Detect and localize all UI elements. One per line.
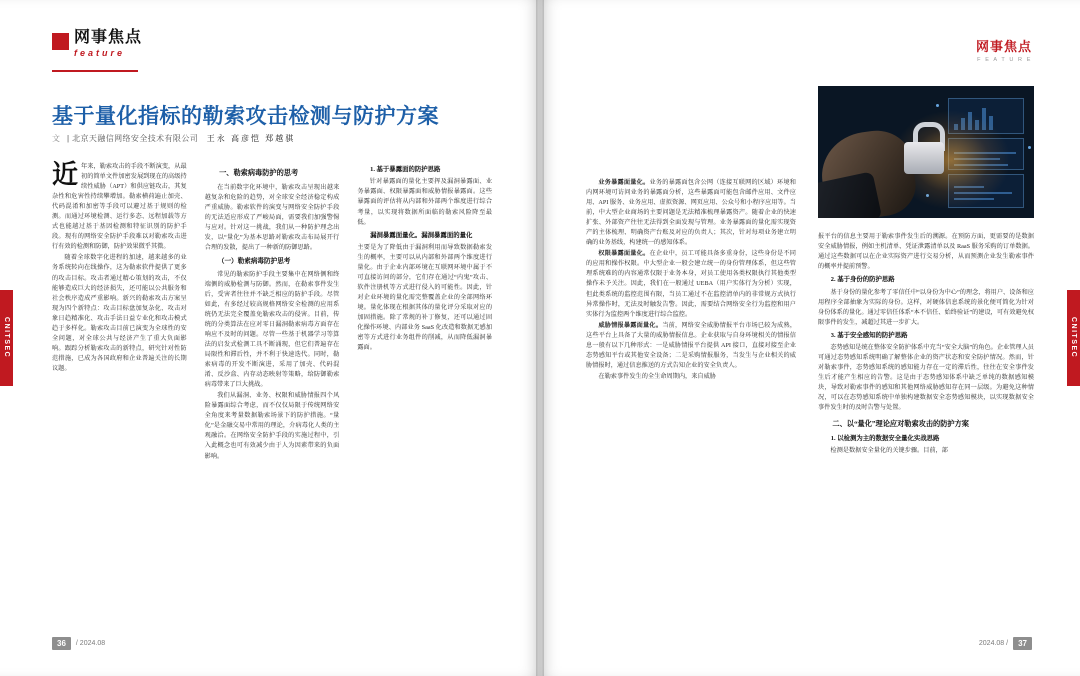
side-tab-left: CNITSEC (0, 290, 13, 386)
masthead-right-title-cn: 网事焦点 (975, 39, 1032, 54)
subsection-heading: 2. 基于身份的防护思路 (830, 276, 895, 284)
inline-heading: 威胁情报暴露面量化。 (598, 321, 663, 329)
paragraph-text: 在企业中，员工可能具备多重身份，这些身份是不同的应用和操作权限。中大型企业一般会建立统一的身份管理体系，但这些管理系统难的的内容通常仅限于业务本身，对员工使用各类权限执行其他类型操作未予关注。因此，我们在一般通过 UEBA（用户实体行为分析）实现，但此类系统的监控范围有限，当员工通过不在监控清单内的非常规方式执行异常操作时，无法及时触发告警。因此，需要结合网络安全行为监控和用户实体行为监控两个维度进行综合监控。 (586, 250, 796, 318)
paragraph (586, 249, 796, 319)
subsection-heading: （一）勒索病毒防护思考 (217, 257, 291, 265)
paragraph: 主要是为了降低由于漏洞利用而导致数据勒索发生的概率，主要可以从内部和外部两个维度进行量化。由于企业内部环境在互联网环境中属于不可直接访问的部分，它们存在通过“内鬼”攻击、软件注册机等方式进行侵入的可能性。因此，针对企业环境的量化需完整覆盖企业的全部网络环境。量化体现在根据其体的量化评分采取对应的加固措施。除了常规的补丁修复，还可以通过固化操作环境、内部业务 SaaS 化改造和数据无感加密等方式进行业务组件的削减，从而降低漏洞暴露面。 (357, 243, 493, 352)
subsection-heading: 1. 基于暴露面的防护思路 (370, 166, 441, 173)
footer-left (52, 637, 105, 650)
paragraph: 针对暴露面的量化主要挥及漏洞暴露面、业务暴露面、权限暴露面和威胁情报暴露面。这些暴露面的评估将从内部和外部两个维度进行综合考量，以实现将数据所面临的勒索风险降至最低。 (357, 178, 493, 226)
left-column-1 (52, 162, 187, 602)
byline-lead: 文 (52, 134, 61, 143)
paragraph-text: 业务的暴露面包含公网（连接互联网的区域）环境和内网环境可访问业务的暴露面分析，这些暴露面可能包含邮件应用、文件应用、API 服务、业务应用、虚拟资源、网页应用、公众号和小程序应用等。当前，中大型企业商场的主要问题是无法精准梳理暴露资产。随着企业的快速扩张、外部资产往往无法得到全面发现与管理。业务暴露面的量化需实现资产的主体梳理、明确资产台账及对应的负责人；其次，针对每项业务建立明确的业务基线，构建统一的感知体系。 (586, 179, 796, 247)
subsection-heading: 3. 基于安全感知的防护思路 (830, 331, 908, 339)
paragraph (586, 321, 796, 371)
footer-right (979, 637, 1032, 650)
page-number: 37 (1013, 637, 1032, 650)
left-column-3 (357, 162, 492, 602)
paragraph: 检测是数据安全量化的关键步骤。目前，部 (830, 447, 948, 455)
page-number: 36 (52, 637, 71, 650)
subsection-heading: 漏洞暴露面量化。漏洞暴露面的量化 (370, 231, 473, 239)
byline-org: | 北京天融信网络安全技术有限公司 (67, 134, 199, 143)
masthead-title-cn: 网事焦点 (74, 29, 143, 46)
masthead-title-en: feature (74, 48, 126, 58)
masthead-right (976, 36, 1032, 63)
paragraph: 在当前数字化环境中，勒索攻击呈现出越来越复杂和危险的趋势，对全球安全经济稳定构成严重威胁。勒索软件的演变与网络安全防护手段的无法适应形成了严峻局面，需要我们加强警惕与应对。针对这一挑战，我们从一种防护理念出发，以“量化”为基本思路对勒索攻击布局展开行合理的发散，提出了一种新的防御思路。 (204, 183, 340, 251)
right-column-2 (818, 232, 1034, 457)
right-page-column-1-wrap (586, 178, 796, 608)
issue-date: / 2024.08 (75, 640, 106, 647)
masthead-rule (52, 70, 138, 72)
paragraph: 我们从漏洞、业务、权限和威胁情报四个风险暴露面综合考虑，而不仅仅局限于传统网络安全角度来考量数据勒索场景下的防护措施。“量化”是金融交易中常用的理论，介病毒化人类的主观融洽。在网络安全防护手段的实施过程中，引入此概念也可有效减少由于人为因素带来的负面影响。 (204, 392, 340, 460)
left-column-2 (205, 162, 340, 602)
paragraph-text: 当前，网络安全威胁情报平台市场已较为成熟，这些平台上具备了大量的威胁情报信息。企业获取与自身环境相关的情报信息一般有以下几种形式：一是威胁情报平台提供 API 接口，直接对接至企业态势感知平台或其他安全设备；二是采购情报服务，当发生与企业相关的威胁情报时，通过信息推送的方式告知企业的安全负责人。 (586, 321, 797, 369)
inline-heading: 业务暴露面量化。 (598, 179, 650, 186)
inline-heading: 权限暴露面量化。 (598, 250, 650, 258)
article-title: 基于量化指标的勒索攻击检测与防护方案 (52, 104, 439, 128)
masthead-square-icon (52, 33, 69, 50)
right-column-1 (586, 178, 796, 608)
paragraph: 基于身份的量化参考了零信任中“以身份为中心”的理念，将用户、设备和应用程序全部抽象为实际的身份。这样，对硬体信息系统的景化便可简化为针对身份体系的量化。通过零信任体系“本不信任、始终验证”的建设，可有效避免权限事件的发生，减超过其进一步扩大。 (818, 288, 1034, 326)
subsection-heading: 1. 以检测为主的数据安全量化实战思路 (830, 435, 940, 443)
issue-date: 2024.08 / (978, 640, 1009, 647)
paragraph: 在勒索事件发生的全生命周期内，来自威胁 (598, 372, 716, 380)
section-heading: 二、以“量化”理论应对勒索攻击的防护方案 (832, 420, 969, 429)
side-tab-right: CNITSEC (1067, 290, 1080, 386)
masthead-right-title-en: F E A T U R E (977, 57, 1032, 63)
lock-body-icon (904, 142, 944, 174)
section-heading: 一、勒索病毒防护的思考 (219, 169, 299, 177)
byline-authors: 王永 高彦恺 郑越骐 (206, 134, 296, 143)
right-page (540, 0, 1080, 676)
paragraph: 随着全球数字化进程的加速，越来越多的业务系统转向在线操作，这为勒索软件提供了更多的攻击目标。攻击者通过精心策划的攻击，不仅能够造成巨大的经济损失，还可能以公共服务和社会秩序造成严重影响。新兴的勒索攻击方案呈现为四个新特点：攻击目标盘加复杂化、攻击对象日趋精准化、攻击手法日益专业化和攻击模式趋于多样化。勒索攻击目前已演变为全球性的安全问题，对全球公共与经济产生了重大负面影响。跟踪分析勒索攻击的新特点，研究针对性防范措施，已成为各国政府和企业普遍关注的长期议题。 (52, 254, 187, 372)
masthead-left (52, 30, 142, 58)
article-photo (818, 86, 1034, 218)
right-page-column-2-wrap (818, 232, 1034, 610)
paragraph: 年来，勒索攻击的手段不断演变，从最初的简单文件加密发展到现在的高级持续性威胁（APT）和供应链攻击，其复杂性和危害性持续攀增加。勒索横荷遍止加壳、代码混淆和加密等手段可以避过基于规则的检测。而通过环境检测、运行多态、远程加载等方式也能越过基于基因检测和特征识别的防护手段。现有的网络安全防护手段难以对勒索攻击进行有效的检测和防御，防护效果微乎其微。 (52, 163, 187, 251)
paragraph: 报平台的信息主要用于勒索事件发生后的溯源。在预防方面，更需要的是数据安全威胁情报，例如主机清单、凭证泄露清单以及 RaaS 服务采购的订单数据。通过这些数据可以在企业实际资产进行交易分析，从而预测企业发生勒索事件的概率并提前预警。 (818, 233, 1034, 271)
left-page-columns (52, 162, 492, 602)
drop-cap: 近 (52, 160, 79, 189)
paragraph: 态势感知是统在整体安全防护体系中充当“安全大脑”的角色。企业管理人员可通过态势感知系统明确了解整体企业的资产状态和安全防护情况。然而，针对勒索事件，态势感知系统的感知能力存在一定的滞后性，往往在安全事件发生后才能产生相应的告警。这是由于态势感知体系中缺乏单纯的数据感知模块，导致对勒索事件的感知和其他网络威胁感知存在同一层级。为避免这种情况，可以在态势感知系统中单独构建数据安全态势感知模块，以实现数据安全事件发生时的及时告警与处置。 (818, 344, 1034, 412)
byline (52, 133, 502, 144)
paragraph (586, 178, 796, 248)
spread-gutter (536, 0, 544, 676)
paragraph: 常见的勒索防护手段主要集中在网络侧和终端侧的威胁检测与防御。然而，在勒索事件发生后，受害者往往并不缺乏相应的防护手段。尽管如此，有多经过较高规格网络安全检测的应用系统仍无法完全覆盖免勒索攻击的侵害。目前，传统的分类算法在应对零日漏洞勒索病毒方面存在响应不及时的问题。尽管一些基于机器学习等算法的启发式检测工具不断涌现，但它们普遍存在局限性和滞后性，并不利于快速迭代。同时，勒索病毒的开发不断演进，采用了加壳、代码混淆、反沙盒、内存动态映射等策略，给防御勒索病毒带来了巨大挑战。 (204, 270, 340, 389)
